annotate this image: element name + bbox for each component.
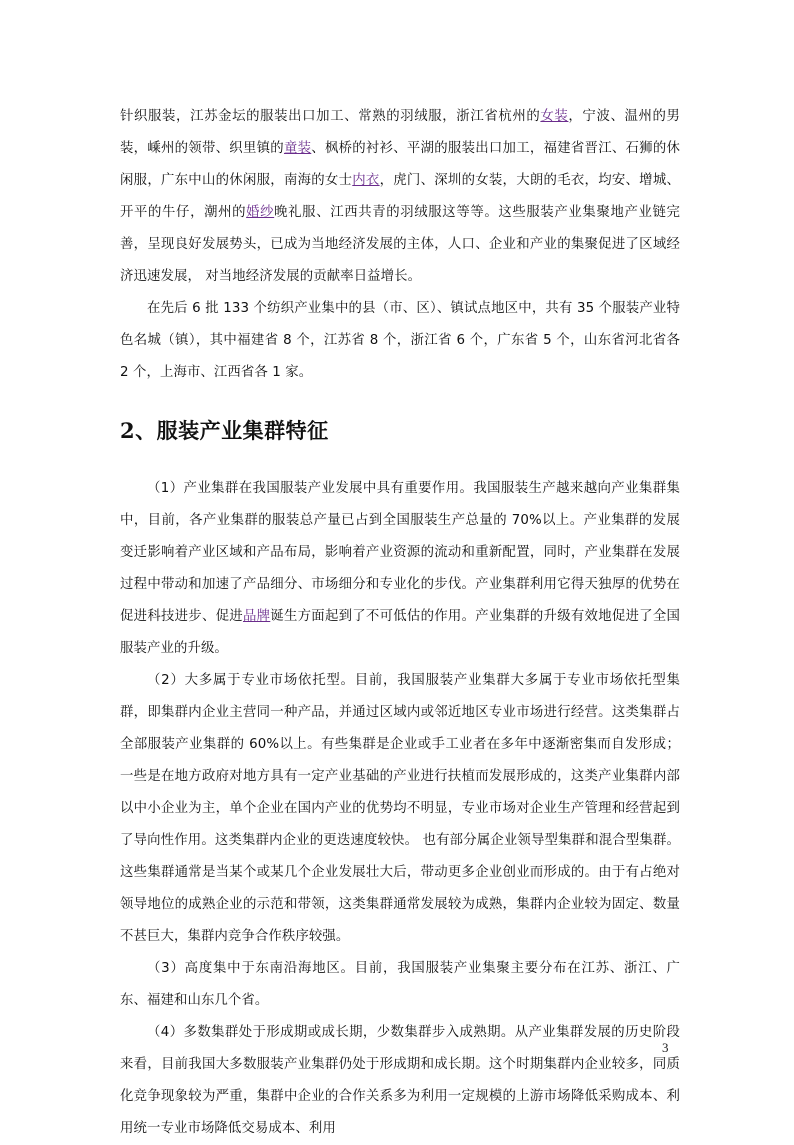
link-underwear[interactable]: 内衣 xyxy=(352,173,380,188)
link-brand[interactable]: 品牌 xyxy=(242,609,271,624)
link-womens-wear[interactable]: 女装 xyxy=(540,109,569,124)
paragraph-feature-3: （3）高度集中于东南沿海地区。目前，我国服装产业集聚主要分布在江苏、浙江、广东、福建和山东几个省。 xyxy=(120,961,680,1008)
paragraph-cluster-list xyxy=(120,101,680,293)
text-run: 、枫桥的衬衫、平湖的服装出口加工，福建省晋江、石狮的休闲服，广东中山的休闲服，南海的女士 xyxy=(120,141,680,188)
text-run: （1）产业集群在我国服装产业发展中具有重要作用。我国服装生产越来越向产业集群集中，目前，各产业集群的服装总产量已占到全国服装生产总量的 70%以上。产业集群的发展变迁影响着产业区域和产品布局，影响着产业资源的流动和重新配置，同时，产业集群在发展过程中带动和加速了产品细分、市场细分和专业化的步伐。产业集群利用它得天独厚的优势在促进科技进步、促进 xyxy=(120,481,680,624)
paragraph-feature-2: （2）大多属于专业市场依托型。目前，我国服装产业集群大多属于专业市场依托型集群，即集群内企业主营同一种产品，并通过区域内或邻近地区专业市场进行经营。这类集群占全部服装产业集群的 60%以上。有些集群是企业或手工业者在多年中逐渐密集而自发形成；一些是在地方政府对地方具有一定产业基础的产业进行扶植而发展形成的，这类产业集群内部以中小企业为主，单个企业在国内产业的优势均不明显，专业市场对企业生产管理和经营起到了导向性作用。这类集群内企业的更迭速度较快。 也有部分属企业领导型集群和混合型集群。这些集群通常是当某个或某几个企业发展壮大后，带动更多企业创业而形成的。由于有占绝对领导地位的成熟企业的示范和带领，这类集群通常发展较为成熟，集群内企业较为固定、数量不甚巨大，集群内竞争合作秩序较强。 xyxy=(120,673,680,944)
link-wedding-dress[interactable]: 婚纱 xyxy=(246,205,275,220)
paragraph-feature-1 xyxy=(120,473,680,665)
section-heading: 2、服装产业集群特征 xyxy=(120,418,329,443)
text-run: ，虎门、深圳的女装，大朗的毛衣，均安、增城、开平的牛仔，潮州的 xyxy=(120,173,680,220)
text-run: 针织服装，江苏金坛的服装出口加工、常熟的羽绒服，浙江省杭州的 xyxy=(120,109,541,124)
document-body xyxy=(120,101,680,1145)
paragraph-feature-4: （4）多数集群处于形成期或成长期，少数集群步入成熟期。从产业集群发展的历史阶段来看，目前我国大多数服装产业集群仍处于形成期和成长期。这个时期集群内企业较多，同质化竞争现象较为严重，集群中企业的合作关系多为利用一定规模的上游市场降低采购成本、利用统一专业市场降低交易成本、利用 xyxy=(120,1025,680,1136)
page-number: 3 xyxy=(662,1040,669,1055)
text-run: ，宁波、温州的男装，嵊州的领带、织里镇的 xyxy=(120,109,681,156)
text-run: 晚礼服、江西共青的羽绒服这等等。这些服装产业集聚地产业链完善，呈现良好发展势头，已成为当地经济发展的主体，人口、企业和产业的集聚促进了区域经济迅速发展， 对当地经济发展的贡献率日益增长。 xyxy=(120,205,680,284)
link-childrens-wear[interactable]: 童装 xyxy=(283,141,312,156)
text-run: 诞生方面起到了不可低估的作用。产业集群的升级有效地促进了全国服装产业的升级。 xyxy=(120,609,680,656)
paragraph-pilot-regions: 在先后 6 批 133 个纺织产业集中的县（市、区）、镇试点地区中，共有 35 个服装产业特色名城（镇），其中福建省 8 个，江苏省 8 个，浙江省 6 个，广东省 5 个，山东省河北省各 2 个，上海市、江西省各 1 家。 xyxy=(120,301,680,380)
